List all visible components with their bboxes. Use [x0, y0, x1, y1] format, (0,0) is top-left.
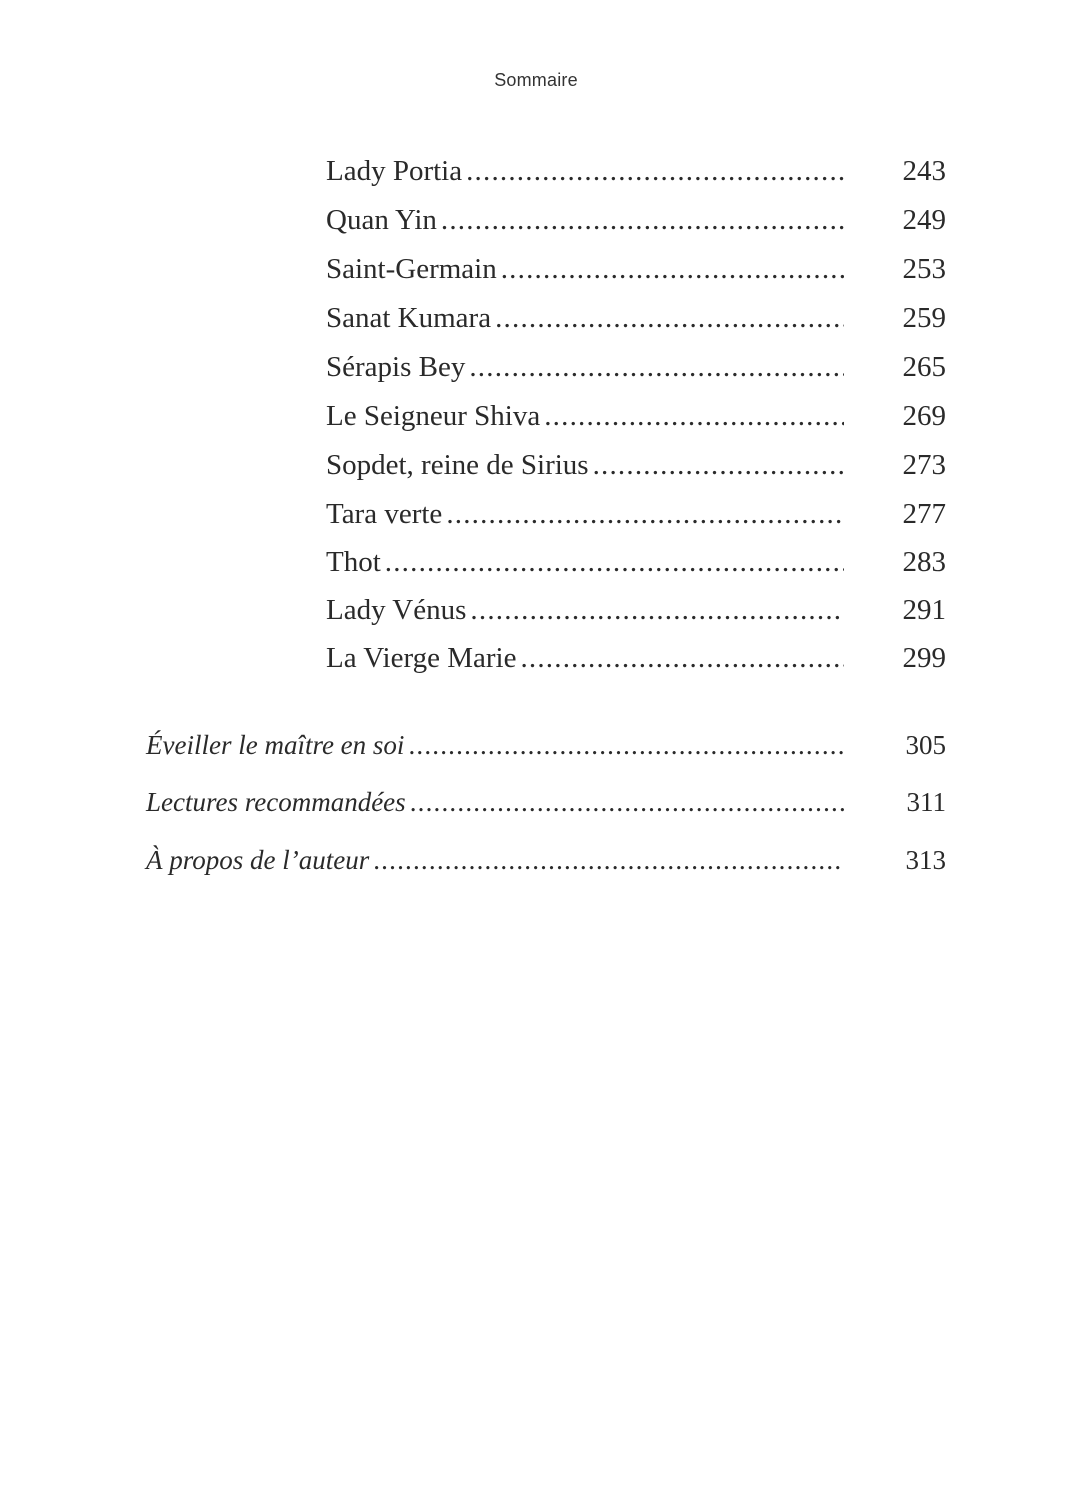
- toc-entry[interactable]: [326, 546, 946, 586]
- toc-page-number: 249: [902, 204, 946, 236]
- toc-page-number: 311: [906, 787, 946, 817]
- toc-entry-title: Lady Portia: [326, 155, 463, 187]
- toc-page-number: 313: [905, 845, 946, 875]
- toc-entry[interactable]: [326, 498, 946, 538]
- toc-dot-leader: [593, 449, 844, 482]
- toc-entry-title: Sanat Kumara: [326, 302, 492, 334]
- toc-page-number: 273: [902, 449, 946, 481]
- toc-page-number: 291: [902, 594, 946, 626]
- toc-entry[interactable]: [326, 253, 946, 293]
- toc-entry-title: Saint-Germain: [326, 253, 497, 285]
- toc-entry[interactable]: [326, 642, 946, 682]
- toc-entry-title: Thot: [326, 546, 381, 578]
- toc-page-number: 299: [902, 642, 946, 674]
- toc-entry-title: Le Seigneur Shiva: [326, 400, 541, 432]
- toc-page-number: 277: [902, 498, 946, 530]
- toc-dot-leader: [410, 787, 844, 818]
- toc-entry[interactable]: [326, 449, 946, 489]
- toc-entry-title: Lady Vénus: [326, 594, 467, 626]
- toc-entry[interactable]: [326, 155, 946, 195]
- toc-dot-leader: [470, 594, 844, 627]
- toc-entry[interactable]: [326, 204, 946, 244]
- toc-page-number: 305: [905, 730, 946, 760]
- toc-entry[interactable]: [326, 351, 946, 391]
- toc-page-number: 269: [902, 400, 946, 432]
- toc-page-number: 283: [902, 546, 946, 578]
- toc-dot-leader: [373, 845, 844, 876]
- toc-dot-leader: [520, 642, 844, 675]
- toc-page-number: 243: [902, 155, 946, 187]
- running-head: Sommaire: [494, 70, 578, 90]
- toc-dot-leader: [466, 155, 844, 188]
- toc-entry[interactable]: [146, 730, 946, 770]
- toc-dot-leader: [495, 302, 844, 335]
- toc-entry[interactable]: [146, 845, 946, 885]
- toc-entry-title: Tara verte: [326, 498, 443, 530]
- toc-entry-title: Sopdet, reine de Sirius: [326, 449, 589, 481]
- toc-dot-leader: [469, 351, 844, 384]
- toc-page-number: 259: [902, 302, 946, 334]
- toc-dot-leader: [544, 400, 844, 433]
- toc-entry-title: Lectures recommandées: [146, 787, 406, 817]
- toc-entry-title: Éveiller le maître en soi: [146, 730, 405, 760]
- toc-dot-leader: [408, 730, 844, 761]
- toc-entry-title: Quan Yin: [326, 204, 437, 236]
- toc-dot-leader: [446, 498, 844, 531]
- toc-dot-leader: [441, 204, 844, 237]
- toc-page-number: 265: [902, 351, 946, 383]
- toc-entry-title: Sérapis Bey: [326, 351, 466, 383]
- toc-entry[interactable]: [326, 400, 946, 440]
- toc-entry[interactable]: [326, 594, 946, 634]
- toc-entry[interactable]: [146, 787, 946, 827]
- toc-dot-leader: [385, 546, 844, 579]
- toc-entry[interactable]: [326, 302, 946, 342]
- toc-entry-title: À propos de l’auteur: [146, 845, 370, 875]
- toc-entry-title: La Vierge Marie: [326, 642, 517, 674]
- toc-page-number: 253: [902, 253, 946, 285]
- toc-dot-leader: [501, 253, 844, 286]
